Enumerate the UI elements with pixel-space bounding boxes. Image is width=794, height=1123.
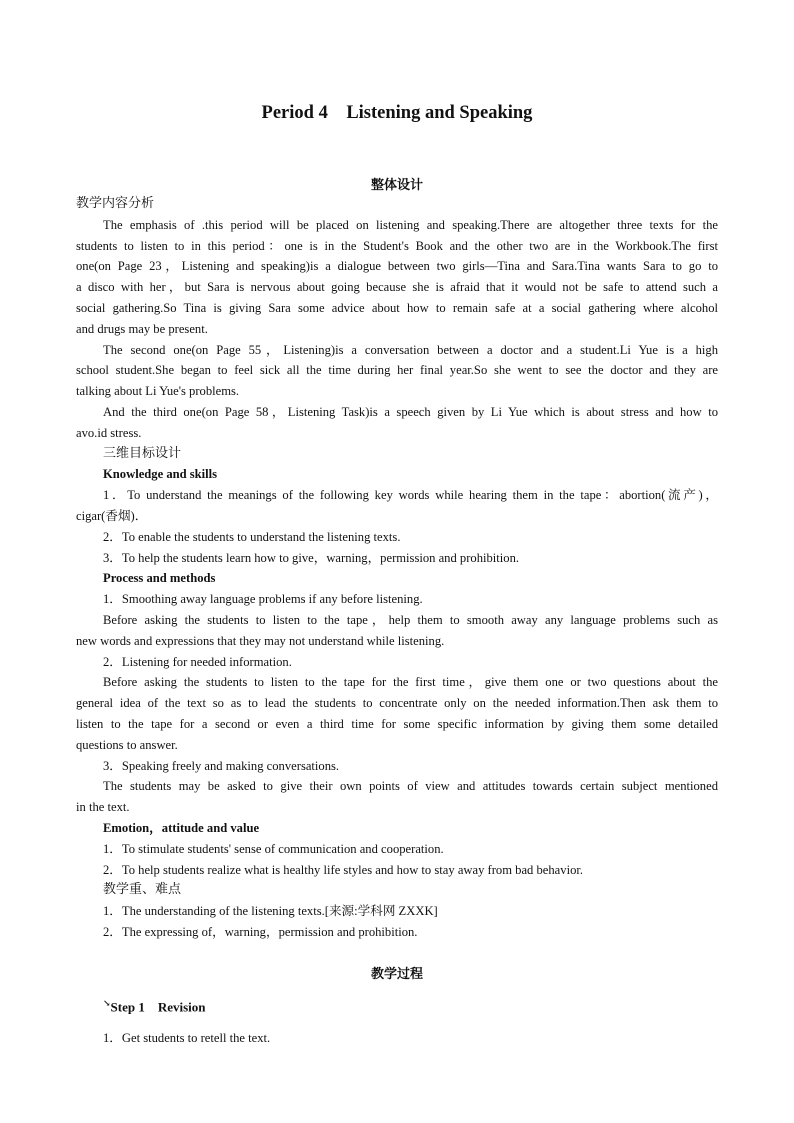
process-heading: Process and methods bbox=[103, 571, 216, 586]
step-1-label: Step 1 Revision bbox=[110, 999, 206, 1015]
text-line: in the text. bbox=[76, 800, 130, 815]
text-line: school student.She began to feel sick all the time during her final year.So she went to see the doctor and they are bbox=[76, 363, 718, 378]
text-line: questions to answer. bbox=[76, 737, 178, 752]
text-line: The emphasis of .this period will be placed on listening and speaking.There are altogether three texts for the bbox=[103, 217, 718, 232]
method-item-1: 1．Smoothing away language problems if any before listening. bbox=[103, 592, 423, 607]
step-1-item-1: 1．Get students to retell the text. bbox=[103, 1031, 271, 1045]
text-line: Before asking the students to listen to the tape，help them to smooth away any language problems such as bbox=[103, 612, 718, 627]
content-analysis-heading: 教学内容分析 bbox=[76, 196, 155, 211]
paragraph-3 bbox=[76, 402, 718, 444]
text-line: one(on Page 23，Listening and speaking)is a dialogue between two girls—Tina and Sara.Tina wants Sara to go to bbox=[76, 259, 718, 274]
text-line: The students may be asked to give their own points of view and attitudes towards certain subject mentioned bbox=[103, 779, 718, 794]
key-points-heading: 教学重、难点 bbox=[103, 882, 182, 898]
knowledge-item-3: 3．To help the students learn how to give，warning，permission and prohibition. bbox=[103, 550, 520, 565]
method-item-3: 3．Speaking freely and making conversations. bbox=[103, 758, 340, 773]
text-line: avo.id stress. bbox=[76, 425, 142, 440]
text-line: The second one(on Page 55，Listening)is a conversation between a doctor and a student.Li Yue is a high bbox=[103, 342, 718, 357]
text-line: general idea of the text so as to lead the students to concentrate only on the needed information.Then ask them to bbox=[76, 696, 718, 711]
text-line: listen to the tape for a second or even a third time for some specific information by giving them some detailed bbox=[76, 716, 718, 731]
knowledge-item-1: 1．To understand the meanings of the following key words while hearing them in the tape：abortion(流产)， bbox=[103, 488, 718, 503]
emotion-item-1: 1．To stimulate students' sense of communication and cooperation. bbox=[103, 841, 444, 856]
overall-design-heading: 整体设计 bbox=[370, 178, 423, 193]
knowledge-item-2: 2．To enable the students to understand the listening texts. bbox=[103, 529, 401, 544]
text-line: talking about Li Yue's problems. bbox=[76, 384, 240, 399]
emotion-item-2: 2．To help students realize what is healthy life styles and how to stay away from bad behavior. bbox=[103, 862, 584, 877]
step-1-heading bbox=[103, 998, 206, 1015]
key-point-2: 2．The expressing of，warning，permission and prohibition. bbox=[103, 924, 418, 939]
emotion-heading: Emotion，attitude and value bbox=[103, 820, 260, 835]
text-line: students to listen to in this period：one is in the Student's Book and the other two are in the Workbook.The first bbox=[76, 238, 718, 253]
knowledge-item-1-cont: cigar(香烟)． bbox=[76, 508, 148, 523]
teaching-process-heading: 教学过程 bbox=[370, 967, 423, 982]
text-line: a disco with her，but Sara is nervous about going because she is afraid that it would not be safe to attend such a bbox=[76, 280, 718, 295]
paragraph-2 bbox=[76, 340, 718, 402]
small-mark-icon: ↘ bbox=[103, 998, 111, 1008]
page-title: Period 4 Listening and Speaking bbox=[261, 103, 533, 123]
goals-heading: 三维目标设计 bbox=[103, 445, 182, 461]
method-item-2: 2．Listening for needed information. bbox=[103, 654, 292, 669]
document-body bbox=[76, 194, 718, 943]
paragraph-1 bbox=[76, 215, 718, 340]
text-line: and drugs may be present. bbox=[76, 321, 208, 336]
text-line: And the third one(on Page 58，Listening Task)is a speech given by Li Yue which is about stress and how to bbox=[103, 404, 718, 419]
text-line: social gathering.So Tina is giving Sara some advice about how to remain safe at a social gathering where alcohol bbox=[76, 300, 718, 315]
text-line: new words and expressions that they may not understand while listening. bbox=[76, 633, 445, 648]
text-line: Before asking the students to listen to the tape for the first time，give them one or two questions about the bbox=[103, 675, 718, 690]
key-point-1: 1．The understanding of the listening texts.[来源:学科网 ZXXK] bbox=[103, 904, 438, 919]
knowledge-heading: Knowledge and skills bbox=[103, 467, 218, 482]
